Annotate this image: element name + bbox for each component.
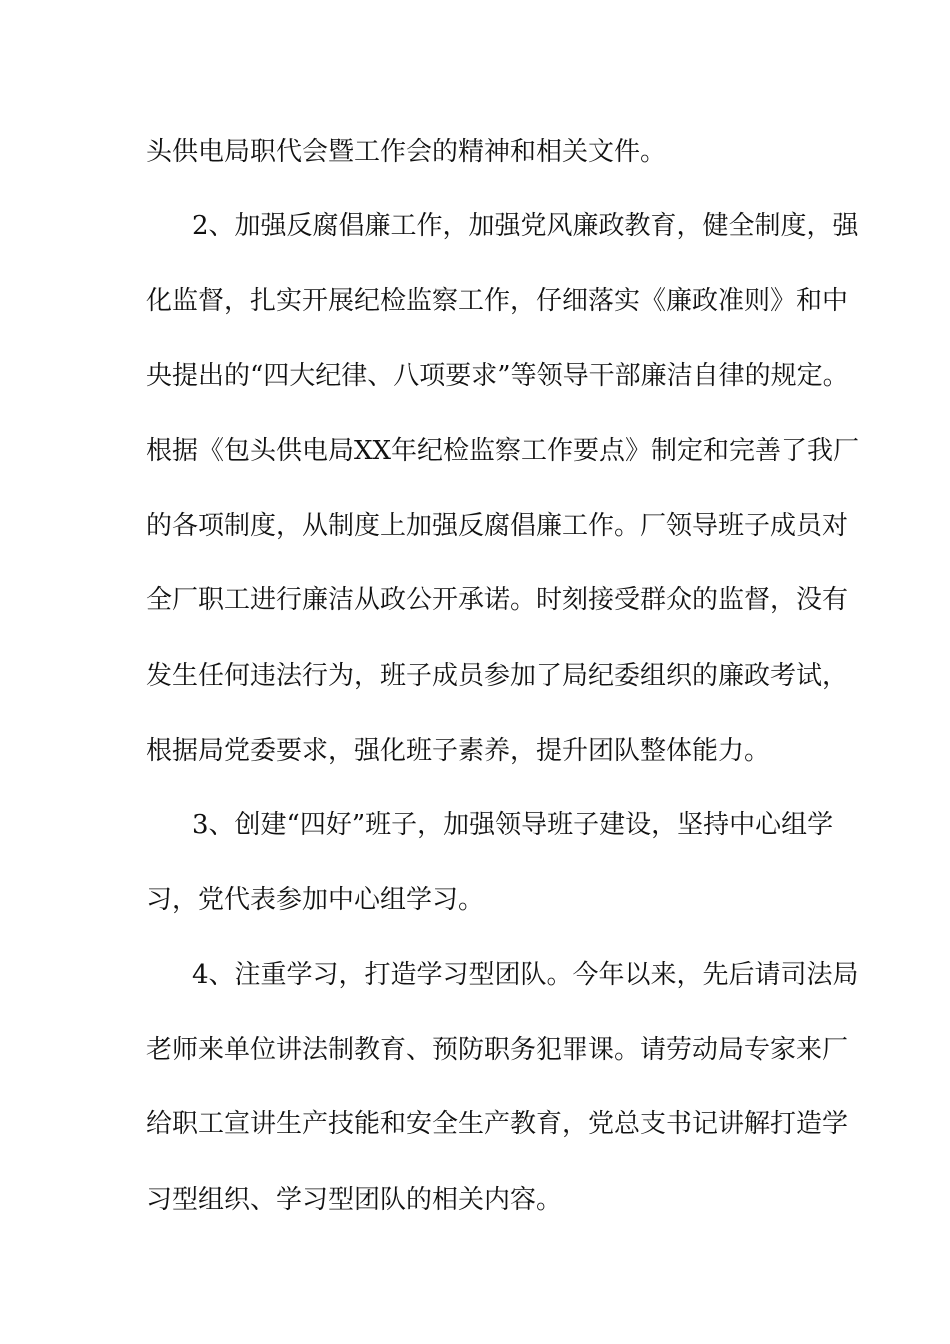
text-line-10: 3、创建“四好”班子，加强领导班子建设，坚持中心组学 — [192, 810, 834, 840]
text-line-7: 全厂职工进行廉洁从政公开承诺。时刻接受群众的监督，没有 — [146, 585, 849, 615]
text-line-8: 发生任何违法行为，班子成员参加了局纪委组织的廉政考试， — [146, 661, 849, 691]
text-line-5: 根据《包头供电局XX年纪检监察工作要点》制定和完善了我厂 — [146, 436, 860, 466]
text-line-3: 化监督，扎实开展纪检监察工作，仔细落实《廉政准则》和中 — [146, 286, 849, 316]
text-line-2: 2、加强反腐倡廉工作，加强党风廉政教育，健全制度，强 — [192, 211, 859, 241]
text-line-9: 根据局党委要求，强化班子素养，提升团队整体能力。 — [146, 736, 771, 766]
text-line-4: 央提出的“四大纪律、八项要求”等领导干部廉洁自律的规定。 — [146, 361, 849, 391]
text-line-15: 习型组织、学习型团队的相关内容。 — [146, 1185, 563, 1215]
text-line-6: 的各项制度，从制度上加强反腐倡廉工作。厂领导班子成员对 — [146, 511, 849, 541]
text-line-1: 头供电局职代会暨工作会的精神和相关文件。 — [146, 137, 667, 167]
text-line-12: 4、注重学习，打造学习型团队。今年以来，先后请司法局 — [192, 960, 859, 990]
text-line-11: 习，党代表参加中心组学习。 — [146, 885, 485, 915]
text-line-14: 给职工宣讲生产技能和安全生产教育，党总支书记讲解打造学 — [146, 1109, 849, 1139]
text-line-13: 老师来单位讲法制教育、预防职务犯罪课。请劳动局专家来厂 — [146, 1035, 849, 1065]
